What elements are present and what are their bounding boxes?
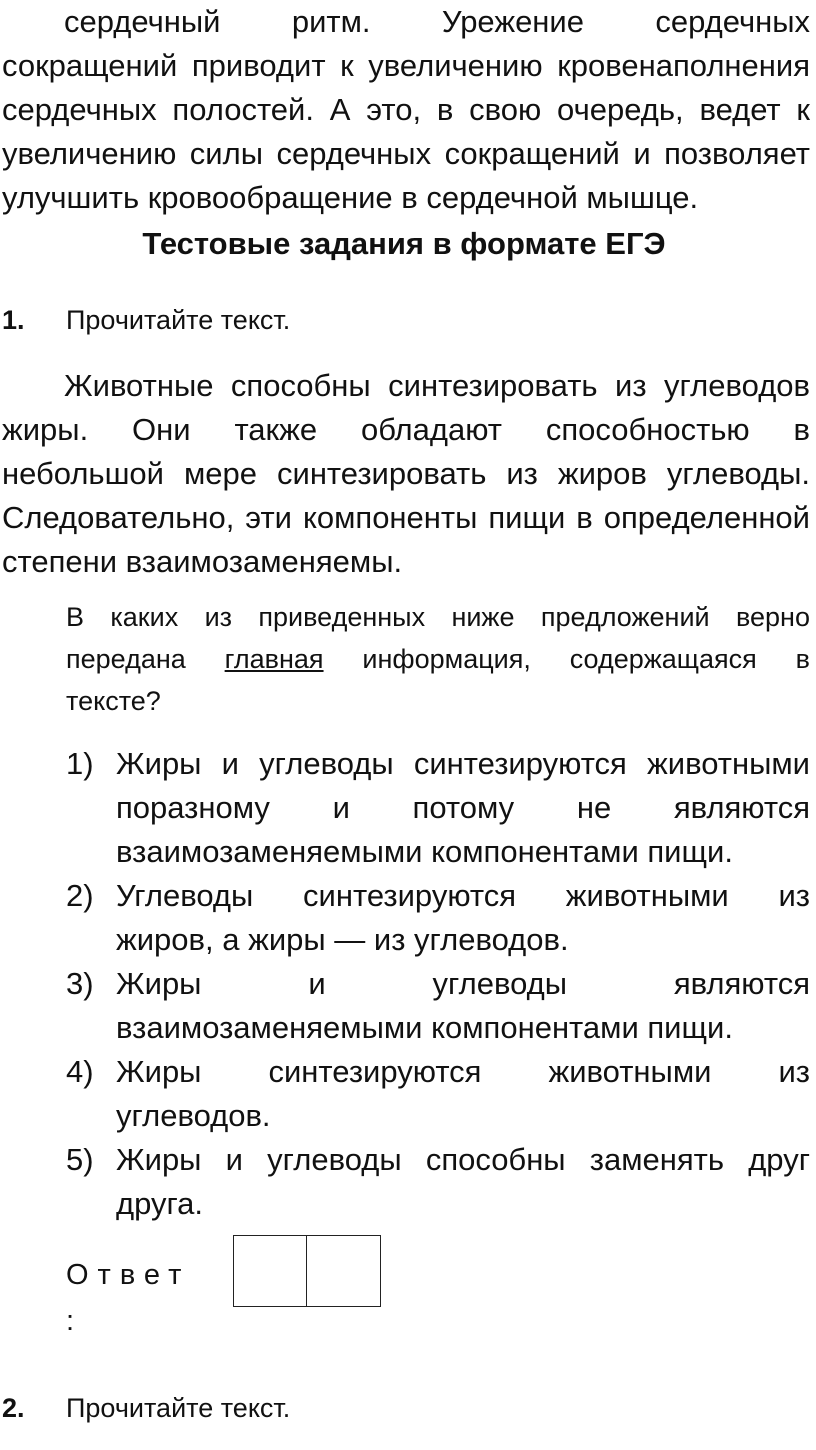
question-line-2 xyxy=(66,638,810,680)
option-line: Жиры и углеводы способны заменять друг xyxy=(116,1142,810,1177)
question-line: тексте? xyxy=(66,686,161,716)
option-4 xyxy=(66,1050,810,1138)
answer-cell-1[interactable] xyxy=(233,1235,307,1307)
answer-cell-2[interactable] xyxy=(307,1235,381,1307)
option-number: 5) xyxy=(66,1142,94,1177)
answer-label xyxy=(66,1252,190,1344)
option-line: друга. xyxy=(116,1186,203,1221)
intro-line: увеличению силы сердечных сокращений и позволяет xyxy=(2,136,810,171)
option-line: углеводов. xyxy=(116,1098,271,1133)
task-2-instruction: Прочитайте текст. xyxy=(66,1393,291,1423)
option-line: Углеводы синтезируются животными из xyxy=(116,878,810,913)
task-2-heading xyxy=(2,1388,810,1428)
option-line: Жиры и углеводы являются xyxy=(116,966,810,1001)
option-number: 3) xyxy=(66,966,94,1001)
option-line: Жиры и углеводы синтезируются животными xyxy=(116,746,810,781)
option-line: взаимозаменяемыми компонентами пищи. xyxy=(116,1010,733,1045)
option-number: 1) xyxy=(66,746,94,781)
option-number: 4) xyxy=(66,1054,94,1089)
task-1-heading xyxy=(2,300,810,340)
answer-options xyxy=(66,742,810,1226)
question-words: информация, содержащаяся в xyxy=(362,644,810,674)
answer-label-word: Ответ xyxy=(66,1259,191,1291)
option-5 xyxy=(66,1138,810,1226)
intro-line: сердечных полостей. А это, в свою очередь, ведет к xyxy=(2,92,810,127)
passage-line: степени взаимозаменяемы. xyxy=(2,544,403,579)
option-line: взаимозаменяемыми компонентами пищи. xyxy=(116,834,733,869)
task-1-question xyxy=(66,596,810,722)
task-2-number: 2. xyxy=(2,1393,25,1423)
task-1-number: 1. xyxy=(2,305,25,335)
option-2 xyxy=(66,874,810,962)
passage-line: жиры. Они также обладают способностью в xyxy=(2,412,810,447)
task-1-passage xyxy=(2,364,810,584)
option-number: 2) xyxy=(66,878,94,913)
task-1-instruction: Прочитайте текст. xyxy=(66,305,291,335)
answer-boxes xyxy=(233,1235,381,1307)
passage-line: Животные способны синтезировать из углеводов xyxy=(64,368,810,403)
intro-paragraph xyxy=(2,0,810,220)
intro-line: сокращений приводит к увеличению кровенаполнения xyxy=(2,48,810,83)
question-word: передана xyxy=(66,644,186,674)
option-line: поразному и потому не являются xyxy=(116,790,810,825)
underlined-word: главная xyxy=(224,644,324,674)
section-title: Тестовые задания в формате ЕГЭ xyxy=(142,226,666,261)
option-line: жиров, а жиры — из углеводов. xyxy=(116,922,569,957)
intro-line: улучшить кровообращение в сердечной мышце. xyxy=(2,180,699,215)
passage-line: небольшой мере синтезировать из жиров углеводы. xyxy=(2,456,810,491)
passage-line: Следовательно, эти компоненты пищи в определенной xyxy=(2,500,810,535)
answer-label-colon: : xyxy=(66,1305,84,1337)
intro-line: сердечный ритм. Урежение сердечных xyxy=(64,4,810,39)
option-1 xyxy=(66,742,810,874)
option-3 xyxy=(66,962,810,1050)
option-line: Жиры синтезируются животными из xyxy=(116,1054,810,1089)
question-line: В каких из приведенных ниже предложений верно xyxy=(66,602,810,632)
